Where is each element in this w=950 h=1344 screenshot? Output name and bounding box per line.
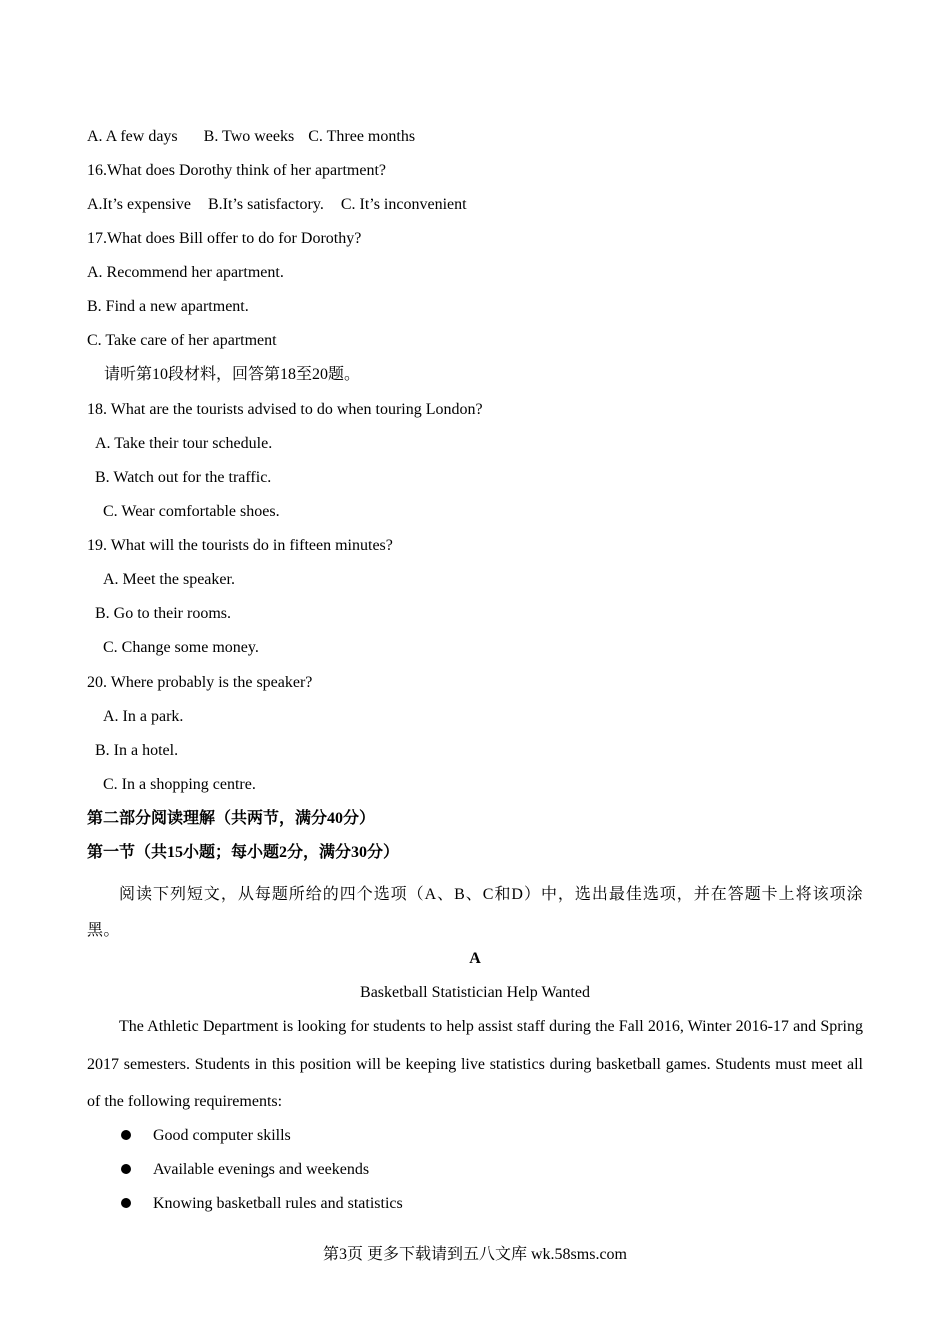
- q15-option-a: A. A few days: [87, 128, 178, 145]
- q19-question: 19. What will the tourists do in fifteen minutes?: [87, 537, 393, 554]
- q18-question: 18. What are the tourists advised to do when touring London?: [87, 401, 483, 418]
- q20-option-a: A. In a park.: [103, 708, 184, 725]
- q20-option-b: B. In a hotel.: [95, 742, 179, 759]
- passage-label: A: [469, 950, 481, 967]
- q16-question: 16.What does Dorothy think of her apartment?: [87, 162, 387, 179]
- q16-option-b: B.It’s satisfactory.: [207, 196, 324, 213]
- q19-option-b: B. Go to their rooms.: [95, 605, 231, 622]
- q18-option-c: C. Wear comfortable shoes.: [103, 503, 280, 520]
- q18-option-a: A. Take their tour schedule.: [95, 435, 273, 452]
- passage-body: The Athletic Department is looking for students to help assist staff during the Fall 2016, Winter 2016-17 and Spring 2017 semesters. Students in this position will be keeping live statistics during basketball games. Students must meet all of the following requirements:: [87, 1018, 863, 1110]
- q15-options: [87, 127, 415, 147]
- q19-option-c: C. Change some money.: [103, 639, 259, 656]
- reading-instruction: 阅读下列短文，从每题所给的四个选项（A、B、C和D）中，选出最佳选项，并在答题卡上将该项涂黑。: [87, 886, 863, 939]
- q17-option-b: B. Find a new apartment.: [87, 298, 249, 315]
- section1-heading: 第一节（共15小题；每小题2分，满分30分）: [87, 844, 400, 861]
- requirement-item: Knowing basketball rules and statistics: [153, 1195, 403, 1212]
- q20-question: 20. Where probably is the speaker?: [87, 674, 313, 691]
- requirement-item: Available evenings and weekends: [153, 1161, 370, 1178]
- q17-question: 17.What does Bill offer to do for Dorothy?: [87, 230, 362, 247]
- q20-option-c: C. In a shopping centre.: [103, 776, 256, 793]
- q15-option-c: C. Three months: [308, 128, 416, 145]
- bullet-icon: [121, 1198, 131, 1208]
- bullet-icon: [121, 1130, 131, 1140]
- q19-option-a: A. Meet the speaker.: [103, 571, 235, 588]
- part2-heading: 第二部分阅读理解（共两节，满分40分）: [87, 810, 376, 827]
- page-footer: 第3页 更多下载请到五八文库 wk.58sms.com: [322, 1246, 627, 1263]
- q15-option-b: B. Two weeks: [203, 128, 295, 145]
- q16-option-c: C. It’s inconvenient: [340, 196, 467, 213]
- q17-option-a: A. Recommend her apartment.: [87, 264, 284, 281]
- q18-option-b: B. Watch out for the traffic.: [95, 469, 272, 486]
- bullet-icon: [121, 1164, 131, 1174]
- q16-option-a: A.It’s expensive: [87, 196, 191, 213]
- passage-title: Basketball Statistician Help Wanted: [360, 984, 590, 1001]
- requirement-item: Good computer skills: [153, 1127, 291, 1144]
- q16-options: [87, 195, 467, 215]
- q17-option-c: C. Take care of her apartment: [87, 332, 277, 349]
- instruction-segment-10: 请听第10段材料，回答第18至20题。: [104, 366, 361, 383]
